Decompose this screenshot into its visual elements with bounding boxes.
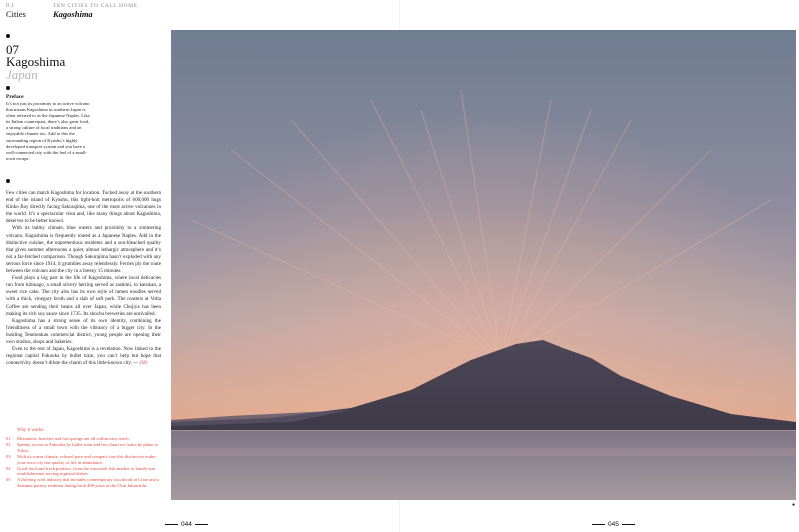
- bullet-dot: [6, 86, 10, 90]
- bay-water: [171, 430, 796, 500]
- folio-number: 045: [608, 521, 619, 528]
- list-item: [6, 454, 166, 465]
- why-it-works-heading: Why it works:: [17, 428, 45, 433]
- body-paragraph: Few cities can match Kagoshima for location. Tucked away at the southern end of the island of Kyushu, this tight-knit metropolis of 600,000 hugs Kinko Bay directly facing Sakurajima, one of the most active volcanoes in the world. It’s a spectacular vista and, like many things about Kagoshima, deserves to be better known.: [6, 190, 161, 225]
- article-body: [6, 190, 161, 367]
- page-number-left: [165, 521, 208, 528]
- list-item: [6, 477, 166, 488]
- folio-rule: [195, 524, 208, 525]
- list-item-number: 02: [6, 442, 11, 448]
- list-item-text: Good food and fresh produce, from the waterside fish market to family-run establishments serving regional dishes.: [17, 465, 156, 477]
- page-subtitle-country: Japan: [6, 67, 38, 82]
- folio-rule: [622, 524, 635, 525]
- folio-rule: [592, 524, 605, 525]
- volcano-sunset-photo: [171, 30, 796, 500]
- list-item-text: A thriving craft industry that includes contemporary woodcraft at Crate and a Satsuma pottery tradition dating back 400 years at the Chin Jukan kiln.: [17, 477, 159, 489]
- list-item: [6, 436, 166, 442]
- chapter-number: 07: [6, 42, 19, 57]
- list-item-text: Mountains, beaches and hot springs are all within easy reach.: [17, 436, 130, 441]
- list-item-number: 04: [6, 465, 11, 471]
- list-item-text: Speedy access to Fukuoka by bullet train and less than two hours by plane to Tokyo.: [17, 442, 159, 453]
- why-it-works-list: [6, 436, 166, 489]
- shoreline: [171, 430, 796, 431]
- photo-illustration: [171, 30, 796, 500]
- preface-heading: Preface: [6, 94, 24, 100]
- body-paragraph: With its balmy climate, blue waters and proximity to a simmering volcano, Kagoshima is frequently touted as a Japanese Naples. Add in the distinctive cuisine, the unpretentious residents and a sun-bleached quality that gives summer afternoons a quiet, almost lethargic atmosphere and it’s not a far-fetched comparison. Though Sakurajima hasn’t exploded with any serious force since 1914, it grumbles away relentlessly. Ferries ply the route between the volcano and the city in a breezy 15 minutes.: [6, 225, 161, 275]
- list-item: [6, 466, 166, 477]
- list-item-text: With its warm climate, relaxed pace and compact size this distinctive make-your-own-city has quality of life in abundance.: [17, 453, 157, 465]
- list-item-number: 01: [6, 436, 11, 441]
- body-paragraph: Food plays a big part in the life of Kagoshima, where local delicacies run from kibinago, a small silvery herring served as sashimi, to karukan, a sweet rice cake. The city also has its own style of ramen noodles served with a thick, vinegary broth and a slab of soft pork. The roasters at Volta Coffee are sending their beans all over Japan, while Chojiya has been making its rich soy sauce since 1735. Its shochu breweries are unrivalled.: [6, 275, 161, 317]
- page-title: Kagoshima: [6, 54, 66, 69]
- section-number: 0.1: [6, 3, 15, 9]
- closing-reference: (M): [139, 360, 148, 367]
- list-item: [6, 442, 166, 453]
- folio-rule: [165, 524, 178, 525]
- body-paragraph-text: Even to the rest of Japan, Kagoshima is a revelation. Now linked to the regional capital Fukuoka by bullet train, you can’t help but hope that connectivity doesn’t dilute the charm of this little-known city. —: [6, 346, 161, 367]
- bullet-dot: [6, 179, 10, 183]
- list-item-number: 03: [6, 453, 11, 459]
- preface-text: It’s not just its proximity to an active volcano that means Kagoshima in southern Japan is often referred to as the Japanese Naples. Like its Italian counterpart, there’s also great food, a strong culture of local traditions and an enjoyable climate too. Add to this the surrounding region of Kyushu’s highly developed transport system and you have a well-connected city with the feel of a small-town escape.: [6, 101, 90, 161]
- photo-marker: ●: [792, 503, 796, 508]
- page-number-right: [592, 521, 635, 528]
- list-item-number: 05: [6, 477, 11, 483]
- bullet-dot: [6, 34, 10, 38]
- folio-number: 044: [181, 521, 192, 528]
- section-title: Cities: [6, 9, 26, 19]
- body-paragraph: Kagoshima has a strong sense of its own identity, combining the friendliness of a small town with the vibrancy of a bigger city. In the bustling Tenmonkan commercial district, young people are opening their own studios, shops and bakeries.: [6, 317, 161, 345]
- water-reflection: [171, 448, 796, 456]
- body-paragraph: [6, 346, 161, 367]
- running-head-city: Kagoshima: [53, 9, 93, 19]
- series-title: TEN CITIES TO CALL HOME: [53, 3, 138, 9]
